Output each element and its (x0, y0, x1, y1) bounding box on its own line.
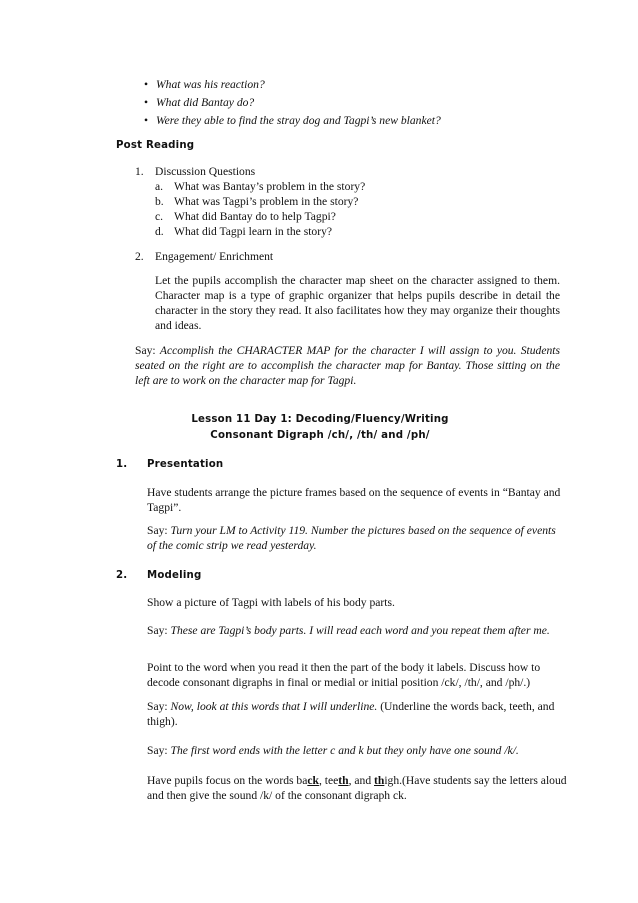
say-text: The first word ends with the letter c and k but they only have one sound /k/. (170, 744, 519, 757)
text-run: , tee (318, 774, 339, 787)
say-text: Now, look at this words that I will underline. (170, 700, 378, 713)
engagement-title: Engagement/ Enrichment (155, 250, 274, 263)
engagement-paragraph: Let the pupils accomplish the character map sheet on the character assigned to them. Character map is a type of graphic organizer that helps pupils describe in detail the character in the story they read. It also facilitates how they may organize their thoughts and ideas. (155, 274, 560, 332)
item-number: 2. (135, 250, 144, 263)
question-text: What did Tagpi learn in the story? (174, 225, 333, 238)
post-reading-heading: Post Reading (116, 140, 195, 151)
discussion-questions-title: Discussion Questions (155, 165, 256, 178)
section-number: 2. (116, 570, 128, 581)
modeling-say-3 (147, 743, 567, 758)
modeling-heading: Modeling (147, 570, 202, 581)
say-note: (Underline the words back, teeth, and thigh). (147, 700, 555, 728)
presentation-paragraph: Have students arrange the picture frames based on the sequence of events in “Bantay and Tagpi”. (147, 486, 561, 514)
question-letter: d. (155, 225, 164, 238)
reading-questions-list (144, 77, 441, 131)
underlined-digraph: th (338, 774, 349, 787)
say-label: Say: (147, 744, 168, 757)
question-text: What was Bantay’s problem in the story? (174, 180, 366, 193)
question-text: What was Tagpi’s problem in the story? (174, 195, 359, 208)
list-item: • Were they able to find the stray dog and Tagpi’s new blanket? (144, 113, 441, 131)
modeling-paragraph-3 (147, 773, 567, 803)
question-letter: b. (155, 195, 164, 208)
modeling-paragraph-2: Point to the word when you read it then the part of the body it labels. Discuss how to decode consonant digraphs in final or medial or initial position /ck/, /th/, and /ph/.) (147, 661, 541, 689)
question-letter: c. (155, 210, 164, 223)
text-run: , and (348, 774, 375, 787)
say-instruction-paragraph (135, 343, 560, 388)
list-item: • What did Bantay do? (144, 95, 441, 113)
underlined-digraph: th (374, 774, 385, 787)
question-text: What did Bantay do to help Tagpi? (174, 210, 336, 223)
item-number: 1. (135, 165, 144, 178)
question-letter: a. (155, 180, 164, 193)
say-label: Say: (147, 700, 168, 713)
lesson-subtitle: Consonant Digraph /ch/, /th/ and /ph/ (210, 430, 430, 441)
modeling-say-1 (147, 623, 567, 638)
say-label: Say: (147, 524, 168, 537)
say-label: Say: (135, 344, 156, 357)
say-text: These are Tagpi’s body parts. I will read each word and you repeat them after me. (170, 624, 550, 637)
say-text: Accomplish the CHARACTER MAP for the character I will assign to you. Students seated on the right are to accomplish the character map for Bantay. Those sitting on the left are to work on the character map for Tagpi. (135, 344, 560, 387)
section-number: 1. (116, 459, 128, 470)
text-run: igh.(Have students say the letters aloud and then give the sound /k/ of the consonant digraph ck. (147, 774, 567, 802)
presentation-heading: Presentation (147, 459, 224, 470)
say-label: Say: (147, 624, 168, 637)
say-text: Turn your LM to Activity 119. Number the pictures based on the sequence of events of the comic strip we read yesterday. (147, 524, 556, 552)
lesson-title: Lesson 11 Day 1: Decoding/Fluency/Writing (191, 414, 449, 425)
modeling-paragraph-1: Show a picture of Tagpi with labels of his body parts. (147, 596, 395, 609)
list-item: • What was his reaction? (144, 77, 441, 95)
presentation-say-paragraph (147, 523, 567, 553)
text-run: Have pupils focus on the words ba (147, 774, 308, 787)
underlined-digraph: ck (307, 774, 319, 787)
modeling-say-2 (147, 699, 567, 729)
